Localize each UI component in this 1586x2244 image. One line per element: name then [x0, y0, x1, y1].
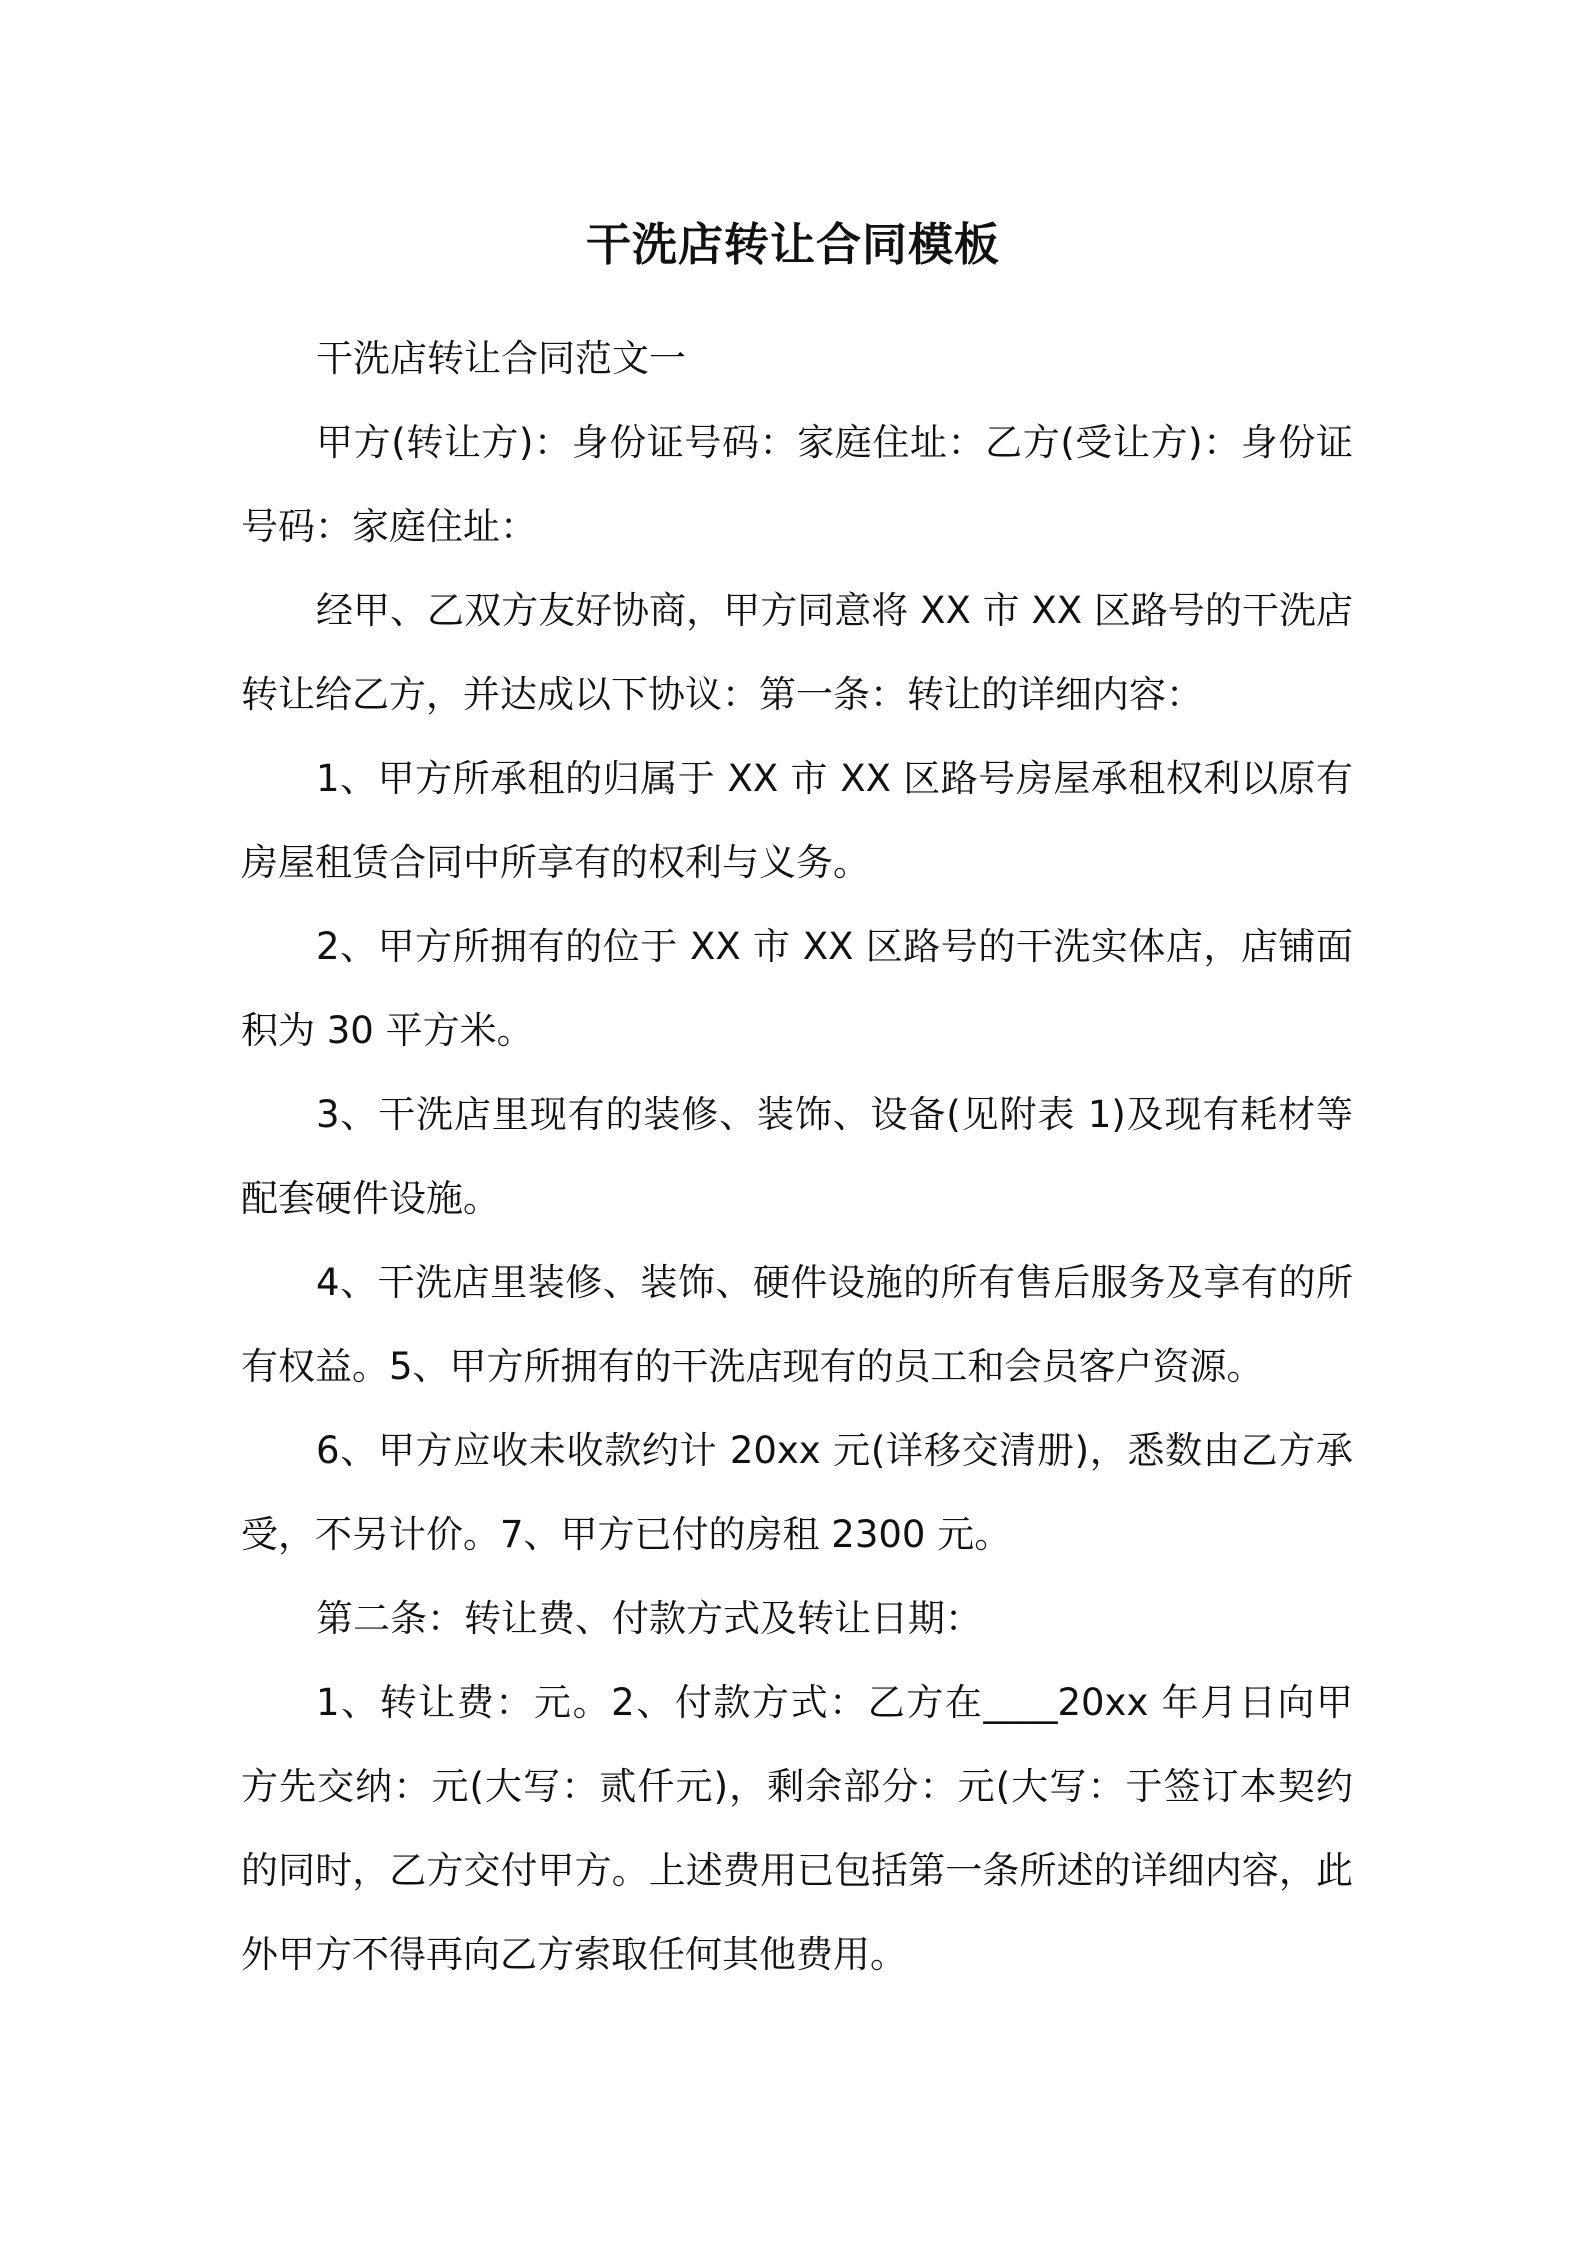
paragraph-item-2-store: 2、甲方所拥有的位于 XX 市 XX 区路号的干洗实体店，店铺面积为 30 平方米。	[241, 925, 1353, 1052]
paragraph-item-3-fixtures: 3、干洗店里现有的装修、装饰、设备(见附表 1)及现有耗材等配套硬件设施。	[241, 1093, 1353, 1220]
paragraph-article-two-fee-payment: 1、转让费：元。2、付款方式：乙方在____20xx 年月日向甲方先交纳：元(大写：贰仟元)，剩余部分：元(大写：于签订本契约的同时，乙方交付甲方。上述费用已包括第一条所述的详细内容，此外甲方不得再向乙方索取任何其他费用。	[241, 1681, 1353, 1976]
paragraph-item-6-7-receivables-rent: 6、甲方应收未收款约计 20xx 元(详移交清册)，悉数由乙方承受，不另计价。7、甲方已付的房租 2300 元。	[241, 1429, 1353, 1556]
paragraph-heading-sample-one: 干洗店转让合同范文一	[316, 337, 686, 380]
paragraph-parties: 甲方(转让方)：身份证号码：家庭住址：乙方(受让方)：身份证号码：家庭住址：	[241, 421, 1353, 548]
paragraph-item-1-lease-rights: 1、甲方所承租的归属于 XX 市 XX 区路号房屋承租权利以原有房屋租赁合同中所享有的权利与义务。	[241, 757, 1353, 884]
document-title: 干洗店转让合同模板	[585, 218, 1000, 271]
paragraph-article-two-heading: 第二条：转让费、付款方式及转让日期：	[316, 1597, 982, 1640]
paragraph-item-4-5-services-staff: 4、干洗店里装修、装饰、硬件设施的所有售后服务及享有的所有权益。5、甲方所拥有的干洗店现有的员工和会员客户资源。	[241, 1261, 1353, 1388]
paragraph-agreement-intro: 经甲、乙双方友好协商，甲方同意将 XX 市 XX 区路号的干洗店转让给乙方，并达成以下协议：第一条：转让的详细内容：	[241, 589, 1353, 716]
document-body	[241, 317, 1353, 1997]
